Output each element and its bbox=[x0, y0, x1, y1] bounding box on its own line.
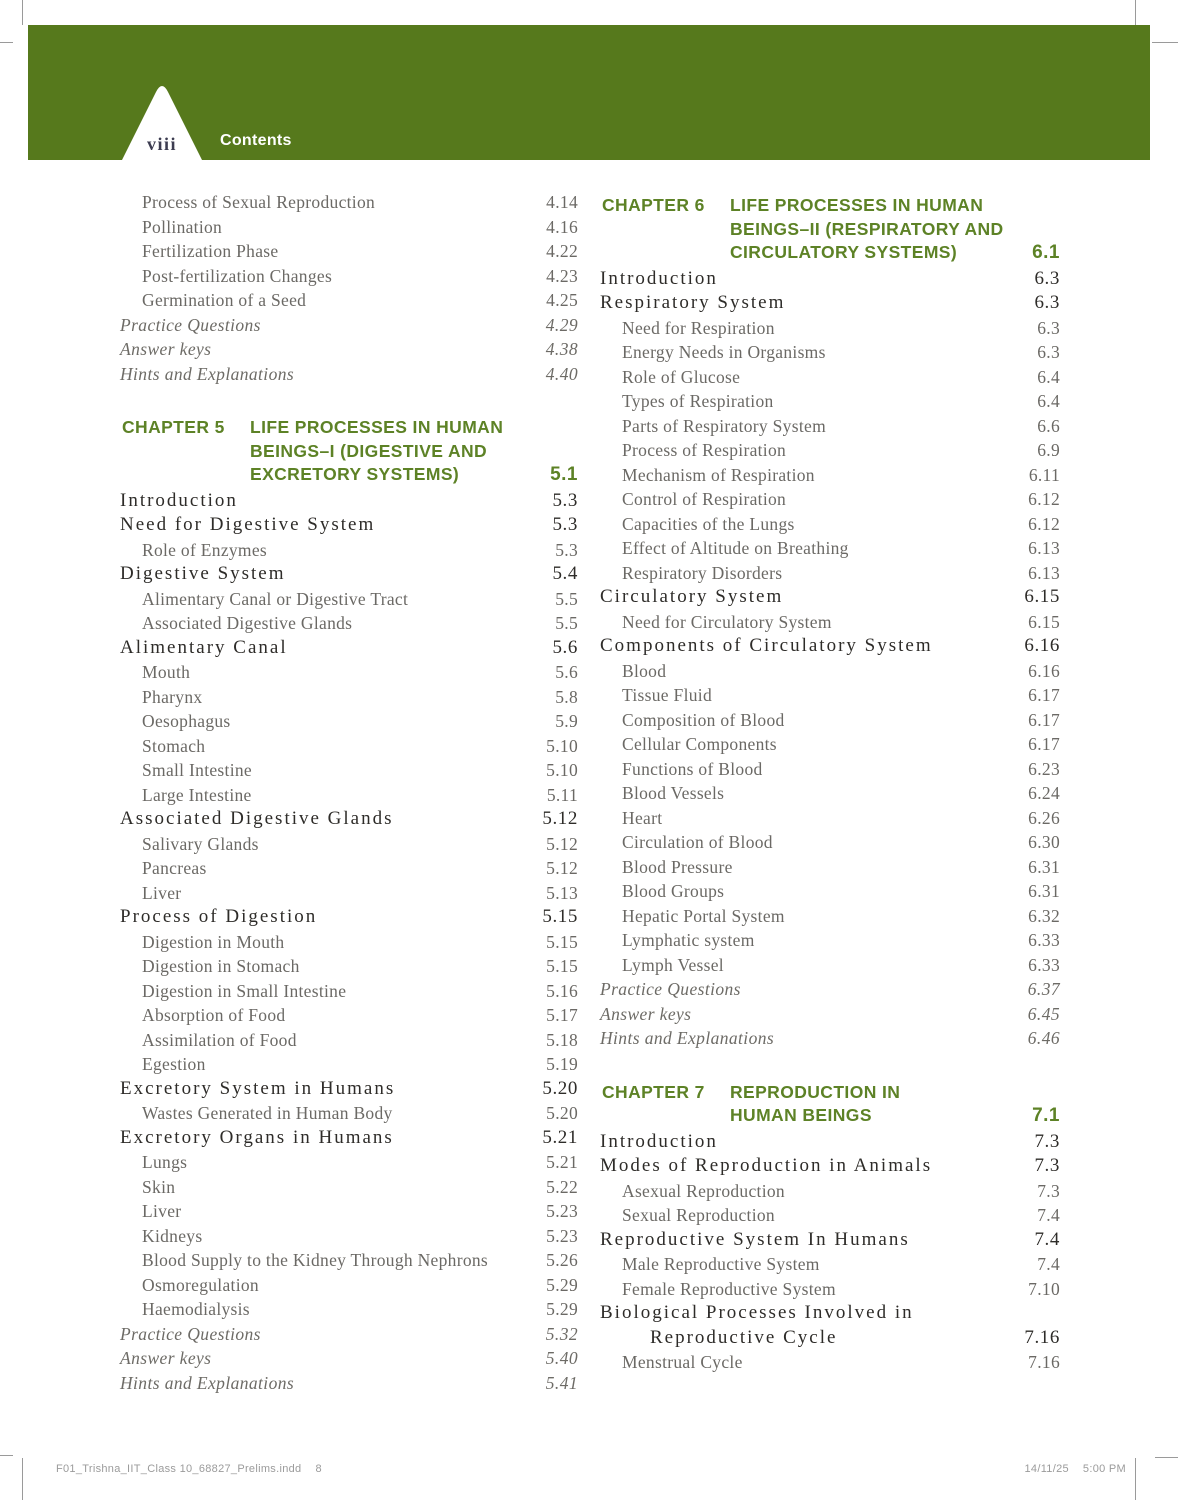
entry-page-number: 6.45 bbox=[1027, 1003, 1060, 1024]
chapter-label: CHAPTER 7 bbox=[602, 1081, 705, 1102]
toc-entry bbox=[120, 313, 578, 338]
entry-page-number: 6.30 bbox=[1028, 832, 1060, 852]
chapter-heading bbox=[120, 416, 578, 487]
toc-column-right bbox=[600, 194, 1060, 1375]
entry-title: Practice Questions bbox=[120, 314, 261, 335]
entry-page-number: 6.4 bbox=[1037, 391, 1060, 411]
crop-mark bbox=[1135, 1458, 1136, 1500]
entry-page-number: 6.32 bbox=[1028, 905, 1060, 926]
entry-title: Lungs bbox=[142, 1152, 188, 1172]
entry-page-number: 4.25 bbox=[546, 290, 578, 310]
toc-entry bbox=[120, 881, 578, 906]
entry-title: Introduction bbox=[600, 1130, 718, 1152]
toc-entry bbox=[120, 758, 578, 783]
entry-title: Pancreas bbox=[142, 858, 207, 878]
toc-entry bbox=[600, 438, 1060, 463]
footer-sheet-number: 8 bbox=[315, 1463, 322, 1475]
entry-title: Role of Enzymes bbox=[142, 539, 268, 560]
entry-title: Blood Supply to the Kidney Through Nephrons bbox=[142, 1250, 489, 1270]
chapter-title-line: BEINGS–I (DIGESTIVE AND bbox=[250, 440, 488, 461]
chapter-page-number: 5.1 bbox=[550, 464, 578, 485]
toc-entry bbox=[600, 1277, 1060, 1302]
entry-title: Control of Respiration bbox=[622, 489, 787, 509]
entry-page-number: 6.3 bbox=[1037, 342, 1060, 362]
toc-entry bbox=[120, 362, 578, 387]
entry-page-number: 6.26 bbox=[1028, 807, 1060, 828]
toc-entry bbox=[120, 1052, 578, 1077]
toc-entry bbox=[600, 855, 1060, 880]
entry-title: Small Intestine bbox=[142, 760, 252, 780]
entry-title: Skin bbox=[142, 1176, 176, 1197]
toc-entry bbox=[600, 610, 1060, 635]
entry-page-number: 6.12 bbox=[1028, 513, 1060, 534]
entry-page-number: 5.26 bbox=[546, 1250, 578, 1270]
entry-title: Answer keys bbox=[600, 1003, 692, 1024]
entry-page-number: 7.4 bbox=[1037, 1254, 1060, 1274]
toc-entry bbox=[600, 953, 1060, 978]
toc-entry bbox=[600, 316, 1060, 341]
crop-mark bbox=[22, 0, 23, 25]
toc-entry bbox=[600, 781, 1060, 806]
entry-page-number: 5.22 bbox=[546, 1176, 578, 1197]
entry-page-number: 7.10 bbox=[1028, 1278, 1060, 1299]
entry-title: Hints and Explanations bbox=[120, 1372, 295, 1393]
entry-page-number: 5.12 bbox=[542, 808, 578, 829]
entry-page-number: 6.46 bbox=[1027, 1028, 1060, 1048]
entry-page-number: 6.15 bbox=[1024, 586, 1060, 607]
entry-title: Capacities of the Lungs bbox=[622, 513, 795, 534]
toc-entry bbox=[600, 1203, 1060, 1228]
entry-title: Modes of Reproduction in Animals bbox=[600, 1155, 933, 1176]
entry-title: Male Reproductive System bbox=[622, 1254, 820, 1274]
entry-page-number: 4.38 bbox=[545, 339, 578, 359]
entry-page-number: 6.6 bbox=[1037, 415, 1060, 436]
entry-title: Salivary Glands bbox=[142, 833, 259, 854]
entry-page-number: 6.15 bbox=[1028, 611, 1060, 632]
chapter-page-number: 7.1 bbox=[1032, 1105, 1060, 1126]
crop-mark bbox=[1135, 0, 1136, 25]
entry-page-number: 5.5 bbox=[555, 588, 578, 609]
entry-page-number: 6.37 bbox=[1027, 979, 1060, 999]
toc-entry bbox=[120, 611, 578, 636]
toc-entry bbox=[120, 190, 578, 215]
entry-page-number: 7.3 bbox=[1034, 1130, 1060, 1152]
entry-page-number: 4.23 bbox=[546, 265, 578, 286]
toc-entry bbox=[600, 732, 1060, 757]
entry-title: Alimentary Canal bbox=[120, 636, 288, 658]
chapter-title bbox=[250, 416, 578, 487]
entry-page-number: 7.16 bbox=[1028, 1352, 1060, 1372]
toc-entry bbox=[120, 783, 578, 808]
chapter-page-number: 6.1 bbox=[1032, 242, 1060, 263]
entry-title: Process of Sexual Reproduction bbox=[142, 192, 376, 212]
header-title: Contents bbox=[220, 132, 292, 149]
entry-title: Introduction bbox=[120, 489, 238, 511]
entry-title: Liver bbox=[142, 1201, 182, 1221]
toc-entry bbox=[120, 954, 578, 979]
entry-page-number: 7.4 bbox=[1037, 1205, 1060, 1225]
crop-mark bbox=[1152, 42, 1178, 43]
entry-title: Circulatory System bbox=[600, 586, 784, 607]
chapter-title-line: HUMAN BEINGS bbox=[730, 1105, 872, 1125]
entry-page-number: 6.3 bbox=[1037, 317, 1060, 338]
chapter-title bbox=[730, 1081, 1060, 1128]
entry-title: Need for Digestive System bbox=[120, 514, 376, 535]
entry-page-number: 6.33 bbox=[1028, 954, 1060, 975]
entry-title: Associated Digestive Glands bbox=[120, 808, 394, 829]
entry-page-number: 5.12 bbox=[546, 833, 578, 854]
entry-title: Types of Respiration bbox=[622, 391, 774, 411]
toc-entry bbox=[120, 979, 578, 1004]
entry-title: Tissue Fluid bbox=[622, 685, 713, 705]
chapter-title bbox=[730, 194, 1060, 265]
toc-entry bbox=[120, 337, 578, 362]
entry-page-number: 6.16 bbox=[1024, 635, 1060, 656]
toc-entry bbox=[600, 708, 1060, 733]
chapter-title-line: LIFE PROCESSES IN HUMAN bbox=[730, 195, 984, 215]
entry-title: Components of Circulatory System bbox=[600, 635, 933, 656]
toc-entry bbox=[120, 807, 578, 832]
toc-entry bbox=[120, 587, 578, 612]
entry-title: Energy Needs in Organisms bbox=[622, 342, 826, 362]
entry-title: Blood Groups bbox=[622, 881, 725, 901]
entry-title: Stomach bbox=[142, 735, 206, 756]
entry-page-number: 5.10 bbox=[546, 735, 578, 756]
toc-entry bbox=[120, 856, 578, 881]
entry-page-number: 5.10 bbox=[546, 760, 578, 780]
footer-filename bbox=[56, 1463, 322, 1475]
entry-page-number: 5.11 bbox=[546, 784, 578, 805]
entry-title: Excretory System in Humans bbox=[120, 1077, 396, 1099]
entry-title: Answer keys bbox=[120, 1348, 212, 1368]
entry-title-continued: Reproductive Cycle bbox=[650, 1326, 838, 1348]
entry-page-number: 5.18 bbox=[546, 1029, 578, 1050]
entry-page-number: 6.9 bbox=[1037, 440, 1060, 460]
toc-entry bbox=[600, 267, 1060, 292]
toc-entry bbox=[600, 757, 1060, 782]
toc-entry bbox=[600, 1179, 1060, 1204]
toc-entry bbox=[600, 659, 1060, 684]
entry-page-number: 5.15 bbox=[546, 931, 578, 952]
toc-entry bbox=[120, 1003, 578, 1028]
entry-title: Lymphatic system bbox=[622, 930, 755, 950]
entry-title: Digestion in Stomach bbox=[142, 956, 300, 976]
entry-page-number: 5.23 bbox=[546, 1201, 578, 1221]
entry-page-number: 5.15 bbox=[546, 956, 578, 976]
entry-page-number: 7.3 bbox=[1037, 1180, 1060, 1201]
header-band bbox=[28, 25, 1150, 160]
entry-title: Pollination bbox=[142, 216, 223, 237]
entry-page-number: 6.11 bbox=[1028, 464, 1060, 485]
entry-title: Hints and Explanations bbox=[600, 1028, 775, 1048]
toc-entry bbox=[120, 1297, 578, 1322]
entry-title: Parts of Respiratory System bbox=[622, 415, 826, 436]
chapter-label: CHAPTER 5 bbox=[122, 417, 225, 437]
chapter-label: CHAPTER 6 bbox=[602, 195, 705, 215]
entry-title: Asexual Reproduction bbox=[622, 1180, 785, 1201]
entry-title: Digestive System bbox=[120, 563, 286, 584]
entry-title: Assimilation of Food bbox=[142, 1029, 297, 1050]
entry-title: Liver bbox=[142, 882, 182, 903]
entry-title: Blood bbox=[622, 660, 667, 681]
entry-title: Blood Pressure bbox=[622, 856, 733, 877]
toc-entry bbox=[600, 365, 1060, 390]
entry-page-number: 6.23 bbox=[1028, 758, 1060, 779]
entry-title: Functions of Blood bbox=[622, 758, 763, 779]
toc-entry bbox=[120, 1175, 578, 1200]
toc-entry bbox=[600, 977, 1060, 1002]
entry-page-number: 5.15 bbox=[542, 906, 578, 927]
entry-title: Hints and Explanations bbox=[120, 363, 295, 384]
entry-title: Germination of a Seed bbox=[142, 290, 307, 310]
toc-entry bbox=[600, 340, 1060, 365]
footer-date: 14/11/25 bbox=[1024, 1463, 1069, 1475]
toc-entry bbox=[600, 1350, 1060, 1375]
toc-entry bbox=[600, 291, 1060, 316]
entry-title: Practice Questions bbox=[120, 1323, 261, 1344]
entry-title: Female Reproductive System bbox=[622, 1278, 836, 1299]
toc-entry bbox=[120, 513, 578, 538]
toc-entry bbox=[120, 1199, 578, 1224]
entry-title: Haemodialysis bbox=[142, 1299, 250, 1319]
entry-title: Kidneys bbox=[142, 1225, 203, 1246]
page-number: viii bbox=[146, 134, 177, 154]
entry-page-number: 5.21 bbox=[542, 1126, 578, 1148]
entry-title: Pharynx bbox=[142, 686, 203, 707]
entry-title: Excretory Organs in Humans bbox=[120, 1126, 394, 1148]
entry-title: Mechanism of Respiration bbox=[622, 464, 815, 485]
entry-title: Fertilization Phase bbox=[142, 241, 279, 261]
entry-page-number: 5.8 bbox=[555, 686, 578, 707]
entry-page-number: 6.17 bbox=[1028, 734, 1060, 754]
chapter-heading bbox=[600, 1081, 1060, 1128]
toc-entry bbox=[120, 288, 578, 313]
entry-title: Wastes Generated in Human Body bbox=[142, 1103, 393, 1123]
entry-page-number: 5.29 bbox=[546, 1274, 578, 1295]
toc-entry bbox=[600, 463, 1060, 488]
toc-entry bbox=[120, 1346, 578, 1371]
entry-page-number: 6.17 bbox=[1028, 685, 1060, 705]
entry-title: Biological Processes Involved in bbox=[600, 1302, 914, 1323]
entry-page-number: 6.12 bbox=[1028, 489, 1060, 509]
entry-page-number: 5.3 bbox=[552, 489, 578, 511]
entry-title: Menstrual Cycle bbox=[622, 1352, 743, 1372]
entry-title: Digestion in Small Intestine bbox=[142, 980, 347, 1001]
entry-title: Digestion in Mouth bbox=[142, 931, 285, 952]
entry-title: Need for Circulatory System bbox=[622, 611, 832, 632]
toc-entry bbox=[120, 1028, 578, 1053]
entry-title: Process of Digestion bbox=[120, 906, 318, 927]
toc-entry bbox=[120, 660, 578, 685]
toc-entry bbox=[120, 734, 578, 759]
entry-title: Oesophagus bbox=[142, 711, 231, 731]
entry-title: Osmoregulation bbox=[142, 1274, 259, 1295]
toc-entry bbox=[120, 685, 578, 710]
toc-entry bbox=[600, 904, 1060, 929]
entry-page-number: 6.13 bbox=[1028, 538, 1060, 558]
entry-title: Associated Digestive Glands bbox=[142, 613, 353, 633]
entry-title: Post-fertilization Changes bbox=[142, 265, 333, 286]
toc-entry bbox=[120, 1322, 578, 1347]
entry-title: Introduction bbox=[600, 267, 718, 289]
toc-entry bbox=[600, 1026, 1060, 1051]
toc-entry bbox=[120, 930, 578, 955]
toc-entry bbox=[120, 1077, 578, 1102]
footer-time: 5:00 PM bbox=[1082, 1463, 1126, 1475]
toc-entry bbox=[600, 1002, 1060, 1027]
entry-page-number: 4.40 bbox=[545, 363, 578, 384]
toc-entry bbox=[120, 832, 578, 857]
entry-page-number: 5.3 bbox=[555, 539, 578, 560]
toc-entry bbox=[120, 1224, 578, 1249]
entry-page-number: 6.16 bbox=[1028, 660, 1060, 681]
toc-entry bbox=[600, 1301, 1060, 1350]
toc-entry bbox=[600, 487, 1060, 512]
toc-entry bbox=[600, 1252, 1060, 1277]
toc-entry bbox=[120, 1150, 578, 1175]
entry-page-number: 7.4 bbox=[1034, 1228, 1060, 1250]
toc-entry bbox=[600, 1130, 1060, 1155]
entry-title: Process of Respiration bbox=[622, 440, 787, 460]
toc-entry bbox=[120, 1371, 578, 1396]
toc-entry bbox=[120, 905, 578, 930]
entry-title: Effect of Altitude on Breathing bbox=[622, 538, 849, 558]
entry-page-number: 5.16 bbox=[546, 980, 578, 1001]
entry-page-number: 5.6 bbox=[552, 636, 578, 658]
toc-column-left bbox=[120, 190, 578, 1395]
entry-page-number: 6.31 bbox=[1028, 856, 1060, 877]
entry-page-number: 5.20 bbox=[546, 1103, 578, 1123]
entry-title: Absorption of Food bbox=[142, 1005, 286, 1025]
toc-entry bbox=[600, 585, 1060, 610]
chapter-title-line: BEINGS–II (RESPIRATORY AND bbox=[730, 218, 1004, 239]
toc-entry bbox=[120, 1126, 578, 1151]
toc-entry bbox=[120, 562, 578, 587]
entry-page-number: 4.14 bbox=[546, 192, 578, 212]
footer-timestamp bbox=[1025, 1463, 1126, 1475]
toc-entry bbox=[120, 215, 578, 240]
entry-title: Practice Questions bbox=[600, 979, 741, 999]
entry-page-number: 5.20 bbox=[542, 1077, 578, 1099]
chapter-title-line: CIRCULATORY SYSTEMS) bbox=[730, 242, 958, 262]
entry-page-number: 6.3 bbox=[1034, 292, 1060, 313]
entry-page-number: 7.3 bbox=[1034, 1155, 1060, 1176]
chapter-title-line: LIFE PROCESSES IN HUMAN bbox=[250, 417, 504, 437]
entry-page-number: 5.4 bbox=[552, 563, 578, 584]
entry-page-number: 6.31 bbox=[1028, 881, 1060, 901]
toc-entry bbox=[600, 512, 1060, 537]
entry-page-number: 4.16 bbox=[546, 216, 578, 237]
toc-entry bbox=[600, 389, 1060, 414]
toc-entry bbox=[120, 489, 578, 514]
entry-title: Circulation of Blood bbox=[622, 832, 773, 852]
chapter-heading bbox=[600, 194, 1060, 265]
entry-title: Sexual Reproduction bbox=[622, 1205, 775, 1225]
toc-entry bbox=[120, 538, 578, 563]
crop-mark bbox=[0, 42, 13, 43]
entry-title: Mouth bbox=[142, 662, 191, 682]
entry-title: Large Intestine bbox=[142, 784, 252, 805]
toc-entry bbox=[120, 709, 578, 734]
toc-entry bbox=[600, 634, 1060, 659]
entry-page-number: 6.33 bbox=[1028, 930, 1060, 950]
crop-mark bbox=[22, 1458, 23, 1500]
toc-entry bbox=[600, 536, 1060, 561]
chapter-title-line: EXCRETORY SYSTEMS) bbox=[250, 464, 460, 484]
entry-page-number: 5.12 bbox=[546, 858, 578, 878]
entry-title: Need for Respiration bbox=[622, 317, 775, 338]
footer-file-text: F01_Trishna_IIT_Class 10_68827_Prelims.indd bbox=[56, 1463, 302, 1475]
entry-page-number: 7.16 bbox=[1024, 1326, 1060, 1348]
entry-page-number: 6.13 bbox=[1028, 562, 1060, 583]
entry-title: Respiratory System bbox=[600, 292, 786, 313]
entry-page-number: 6.4 bbox=[1037, 366, 1060, 387]
entry-page-number: 4.22 bbox=[546, 241, 578, 261]
entry-page-number: 5.23 bbox=[546, 1225, 578, 1246]
entry-page-number: 5.17 bbox=[546, 1005, 578, 1025]
entry-title: Answer keys bbox=[120, 339, 212, 359]
entry-page-number: 5.32 bbox=[545, 1323, 578, 1344]
toc-entry bbox=[600, 928, 1060, 953]
entry-page-number: 5.9 bbox=[555, 711, 578, 731]
entry-page-number: 5.29 bbox=[546, 1299, 578, 1319]
entry-title: Alimentary Canal or Digestive Tract bbox=[142, 588, 409, 609]
toc-entry bbox=[600, 1228, 1060, 1253]
entry-title: Reproductive System In Humans bbox=[600, 1228, 910, 1250]
entry-page-number: 5.13 bbox=[546, 882, 578, 903]
entry-page-number: 4.29 bbox=[545, 314, 578, 335]
entry-title: Blood Vessels bbox=[622, 783, 725, 803]
toc-entry bbox=[600, 830, 1060, 855]
entry-page-number: 5.3 bbox=[552, 514, 578, 535]
entry-title: Cellular Components bbox=[622, 734, 777, 754]
toc-entry bbox=[600, 683, 1060, 708]
toc-entry bbox=[120, 1273, 578, 1298]
entry-page-number: 5.40 bbox=[545, 1348, 578, 1368]
crop-mark bbox=[0, 1455, 13, 1456]
entry-title: Lymph Vessel bbox=[622, 954, 724, 975]
crop-mark bbox=[1155, 1457, 1178, 1458]
toc-entry bbox=[600, 1154, 1060, 1179]
entry-page-number: 5.5 bbox=[555, 613, 578, 633]
toc-entry bbox=[120, 264, 578, 289]
entry-title: Egestion bbox=[142, 1054, 206, 1074]
toc-entry bbox=[600, 879, 1060, 904]
toc-entry bbox=[600, 561, 1060, 586]
toc-entry bbox=[120, 1248, 578, 1273]
toc-entry bbox=[120, 636, 578, 661]
toc-entry bbox=[600, 806, 1060, 831]
toc-entry bbox=[120, 239, 578, 264]
chapter-title-line: REPRODUCTION IN bbox=[730, 1081, 901, 1102]
entry-page-number: 5.41 bbox=[545, 1372, 578, 1393]
entry-page-number: 6.17 bbox=[1028, 709, 1060, 730]
entry-page-number: 5.19 bbox=[546, 1054, 578, 1074]
entry-page-number: 5.21 bbox=[546, 1152, 578, 1172]
entry-page-number: 6.3 bbox=[1034, 267, 1060, 289]
entry-title: Hepatic Portal System bbox=[622, 905, 785, 926]
entry-title: Role of Glucose bbox=[622, 366, 741, 387]
entry-title: Respiratory Disorders bbox=[622, 562, 783, 583]
entry-page-number: 5.6 bbox=[555, 662, 578, 682]
toc-entry bbox=[600, 414, 1060, 439]
entry-title: Heart bbox=[622, 807, 663, 828]
toc-entry bbox=[120, 1101, 578, 1126]
entry-page-number: 6.24 bbox=[1028, 783, 1060, 803]
entry-title: Composition of Blood bbox=[622, 709, 785, 730]
